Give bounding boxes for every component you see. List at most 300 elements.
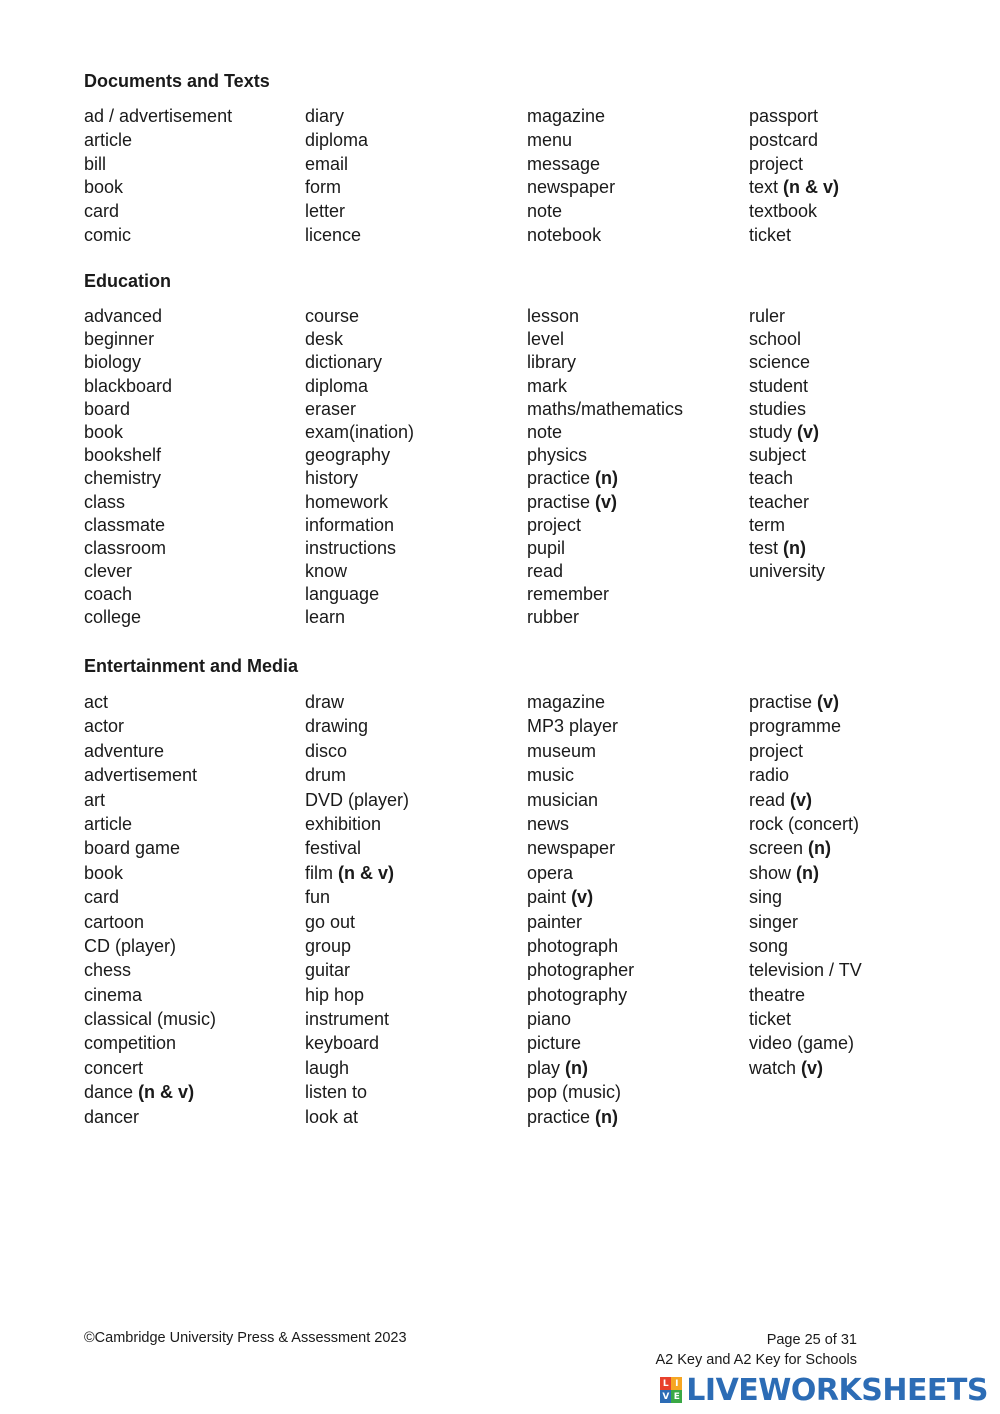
vocab-word: [527, 1056, 742, 1080]
word-text: book: [84, 421, 124, 442]
vocab-word: [749, 153, 964, 177]
word-text: student: [749, 375, 809, 396]
vocab-word: [527, 398, 742, 421]
word-text: rubber: [527, 607, 580, 628]
vocab-word: [527, 537, 742, 560]
vocab-word: [305, 200, 520, 224]
vocab-word: [84, 934, 299, 958]
word-text: textbook: [749, 201, 818, 222]
word-column-3: [527, 690, 742, 1129]
word-text: project: [527, 514, 582, 535]
vocab-word: [527, 200, 742, 224]
word-text: language: [305, 584, 380, 605]
vocab-word: [749, 491, 964, 514]
vocab-word: [305, 105, 520, 129]
word-column-2: [305, 105, 520, 248]
vocab-word: [749, 351, 964, 374]
word-text: picture: [527, 1033, 582, 1054]
vocab-word: [749, 910, 964, 934]
word-text: note: [527, 201, 563, 222]
word-text: hip hop: [305, 984, 365, 1005]
word-text: history: [305, 468, 359, 489]
vocab-word: [84, 305, 299, 328]
word-text: classical (music): [84, 1009, 217, 1030]
vocab-word: [749, 200, 964, 224]
word-text: theatre: [749, 984, 806, 1005]
vocab-word: [84, 398, 299, 421]
word-text: CD (player): [84, 935, 177, 956]
vocab-word: [527, 1080, 742, 1104]
vocab-word: [749, 958, 964, 982]
word-text: read: [749, 789, 786, 810]
vocab-word: [749, 467, 964, 490]
word-text: keyboard: [305, 1033, 380, 1054]
vocab-word: [527, 375, 742, 398]
part-of-speech-tag: (n): [783, 537, 807, 558]
word-text: studies: [749, 398, 807, 419]
vocab-word: [527, 491, 742, 514]
vocab-word: [749, 129, 964, 153]
word-text: musician: [527, 789, 599, 810]
vocab-word: [305, 885, 520, 909]
word-text: teacher: [749, 491, 810, 512]
word-text: DVD (player): [305, 789, 410, 810]
vocab-word: [749, 934, 964, 958]
vocab-word: [527, 421, 742, 444]
part-of-speech-tag: (v): [801, 1057, 824, 1078]
vocab-word: [84, 421, 299, 444]
word-text: project: [749, 153, 804, 174]
vocab-word: [305, 836, 520, 860]
exam-name: A2 Key and A2 Key for Schools: [655, 1352, 857, 1368]
word-text: library: [527, 352, 577, 373]
word-column-1: [84, 105, 299, 248]
vocab-word: [749, 861, 964, 885]
word-text: film: [305, 862, 333, 883]
word-text: ad / advertisement: [84, 106, 233, 126]
word-text: fun: [305, 887, 331, 908]
vocab-word: [305, 398, 520, 421]
vocab-word: [305, 739, 520, 763]
vocab-word: [305, 305, 520, 328]
word-text: museum: [527, 740, 597, 761]
vocab-word: [527, 958, 742, 982]
word-text: mark: [527, 375, 567, 396]
vocab-word: [527, 788, 742, 812]
vocab-word: [527, 885, 742, 909]
part-of-speech-tag: (n): [796, 862, 820, 883]
vocab-word: [84, 690, 299, 714]
vocab-word: [305, 444, 520, 467]
part-of-speech-tag: (n & v): [138, 1082, 195, 1103]
vocab-word: [305, 1007, 520, 1031]
vocab-word: [305, 467, 520, 490]
word-text: photography: [527, 984, 628, 1005]
word-text: advanced: [84, 306, 163, 326]
word-text: piano: [527, 1009, 572, 1030]
word-text: ticket: [749, 1009, 792, 1030]
word-text: clever: [84, 561, 133, 582]
vocab-word: [84, 537, 299, 560]
vocab-word: [749, 537, 964, 560]
word-text: look at: [305, 1106, 359, 1127]
vocab-word: [527, 739, 742, 763]
word-column-2: [305, 690, 520, 1129]
word-text: opera: [527, 862, 574, 883]
word-column-1: [84, 690, 299, 1129]
vocab-word: [527, 129, 742, 153]
section-title: Documents and Texts: [84, 71, 270, 91]
word-text: licence: [305, 224, 362, 245]
word-text: course: [305, 306, 360, 326]
vocab-word: [305, 958, 520, 982]
vocab-word: [305, 351, 520, 374]
word-text: video (game): [749, 1033, 855, 1054]
word-text: cartoon: [84, 911, 145, 932]
word-text: dictionary: [305, 352, 383, 373]
vocab-word: [749, 514, 964, 537]
vocab-word: [305, 606, 520, 629]
vocab-word: [527, 714, 742, 738]
word-text: group: [305, 935, 352, 956]
vocab-word: [527, 176, 742, 200]
word-text: bookshelf: [84, 445, 162, 466]
word-text: university: [749, 561, 826, 582]
vocab-word: [527, 328, 742, 351]
vocab-word: [749, 1056, 964, 1080]
word-text: practice: [527, 1106, 591, 1127]
vocab-word: [84, 224, 299, 248]
footer-page-info: [655, 1330, 857, 1370]
vocab-word: [527, 583, 742, 606]
vocab-word: [527, 690, 742, 714]
word-text: science: [749, 352, 811, 373]
word-text: singer: [749, 911, 799, 932]
vocab-word: [749, 714, 964, 738]
vocab-word: [527, 1031, 742, 1055]
word-text: instructions: [305, 537, 397, 558]
word-text: cinema: [84, 984, 143, 1005]
vocab-word: [305, 910, 520, 934]
word-text: book: [84, 177, 124, 198]
vocab-word: [84, 129, 299, 153]
word-text: project: [749, 740, 804, 761]
word-column-2: [305, 305, 520, 630]
logo-letter-i: I: [671, 1377, 682, 1390]
vocab-word: [305, 690, 520, 714]
vocab-word: [84, 491, 299, 514]
word-text: newspaper: [527, 838, 616, 859]
word-text: ruler: [749, 306, 786, 326]
vocab-word: [527, 606, 742, 629]
vocab-word: [84, 910, 299, 934]
vocab-word: [84, 836, 299, 860]
vocab-word: [84, 583, 299, 606]
word-text: newspaper: [527, 177, 616, 198]
word-text: drum: [305, 765, 347, 786]
vocab-word: [749, 560, 964, 583]
word-text: level: [527, 329, 565, 350]
word-text: diary: [305, 106, 345, 126]
vocab-word: [527, 861, 742, 885]
page-number: Page 25 of 31: [766, 1332, 857, 1348]
word-text: photographer: [527, 960, 635, 981]
word-column-4: [749, 105, 964, 248]
word-text: bill: [84, 153, 107, 174]
vocab-word: [305, 1105, 520, 1129]
word-text: programme: [749, 716, 842, 737]
vocab-word: [84, 200, 299, 224]
word-text: lesson: [527, 306, 580, 326]
word-text: dance: [84, 1082, 134, 1103]
vocab-word: [749, 305, 964, 328]
word-text: college: [84, 607, 142, 628]
word-text: geography: [305, 445, 391, 466]
word-text: practice: [527, 468, 591, 489]
vocab-word: [84, 812, 299, 836]
word-text: competition: [84, 1033, 177, 1054]
vocab-word: [84, 1080, 299, 1104]
word-text: instrument: [305, 1009, 390, 1030]
vocab-word: [749, 398, 964, 421]
word-text: form: [305, 177, 341, 198]
word-text: eraser: [305, 398, 357, 419]
vocab-word: [527, 763, 742, 787]
vocab-word: [749, 885, 964, 909]
vocab-word: [84, 444, 299, 467]
word-text: rock (concert): [749, 813, 860, 834]
word-text: painter: [527, 911, 583, 932]
word-column-1: [84, 305, 299, 630]
word-column-4: [749, 690, 964, 1080]
word-text: email: [305, 153, 349, 174]
word-column-3: [527, 105, 742, 248]
vocab-word: [749, 421, 964, 444]
word-text: show: [749, 862, 792, 883]
word-text: magazine: [527, 692, 606, 712]
vocab-word: [84, 958, 299, 982]
word-text: maths/mathematics: [527, 398, 684, 419]
vocab-word: [527, 105, 742, 129]
vocab-word: [305, 1056, 520, 1080]
word-text: test: [749, 537, 779, 558]
word-text: school: [749, 329, 802, 350]
word-text: laugh: [305, 1057, 350, 1078]
vocab-word: [749, 375, 964, 398]
vocab-word: [305, 560, 520, 583]
vocab-word: [527, 224, 742, 248]
word-text: note: [527, 421, 563, 442]
vocab-word: [527, 153, 742, 177]
section-title: Entertainment and Media: [84, 656, 299, 676]
word-text: exam(ination): [305, 421, 415, 442]
footer-copyright: ©Cambridge University Press & Assessment 2023: [84, 1330, 407, 1346]
word-text: letter: [305, 201, 346, 222]
part-of-speech-tag: (n): [808, 838, 832, 859]
word-text: information: [305, 514, 395, 535]
section-title: Education: [84, 271, 172, 291]
word-text: guitar: [305, 960, 351, 981]
vocab-word: [527, 836, 742, 860]
vocab-word: [527, 560, 742, 583]
vocab-word: [305, 861, 520, 885]
vocab-word: [84, 176, 299, 200]
vocab-word: [84, 375, 299, 398]
vocab-word: [84, 1105, 299, 1129]
vocab-word: [527, 1007, 742, 1031]
vocab-word: [749, 328, 964, 351]
word-text: act: [84, 692, 109, 712]
word-text: dancer: [84, 1106, 140, 1127]
word-text: blackboard: [84, 375, 173, 396]
word-text: classmate: [84, 514, 166, 535]
vocab-word: [305, 491, 520, 514]
word-text: sing: [749, 887, 783, 908]
word-text: homework: [305, 491, 389, 512]
vocab-word: [749, 763, 964, 787]
word-text: article: [84, 129, 133, 150]
word-text: practise: [749, 692, 813, 712]
word-text: news: [527, 813, 570, 834]
logo-letter-e: E: [671, 1390, 682, 1403]
vocab-word: [305, 224, 520, 248]
word-text: draw: [305, 692, 345, 712]
word-text: learn: [305, 607, 346, 628]
vocab-word: [305, 421, 520, 444]
word-text: drawing: [305, 716, 369, 737]
section-education: [84, 270, 974, 628]
word-text: pupil: [527, 537, 566, 558]
word-text: card: [84, 201, 120, 222]
word-text: classroom: [84, 537, 167, 558]
word-text: paint: [527, 887, 567, 908]
vocab-word: [84, 606, 299, 629]
word-text: chemistry: [84, 468, 162, 489]
vocab-word: [84, 739, 299, 763]
part-of-speech-tag: (v): [595, 491, 618, 512]
part-of-speech-tag: (n): [595, 468, 619, 489]
word-text: study: [749, 421, 793, 442]
vocab-word: [749, 1007, 964, 1031]
vocab-word: [749, 176, 964, 200]
vocab-word: [84, 467, 299, 490]
word-text: remember: [527, 584, 610, 605]
logo-letter-v: V: [660, 1390, 671, 1403]
vocab-word: [527, 1105, 742, 1129]
word-text: magazine: [527, 106, 606, 126]
vocab-word: [305, 328, 520, 351]
word-text: festival: [305, 838, 362, 859]
word-text: radio: [749, 765, 790, 786]
word-text: disco: [305, 740, 348, 761]
word-text: watch: [749, 1057, 797, 1078]
vocab-word: [527, 351, 742, 374]
vocab-word: [84, 1056, 299, 1080]
vocab-word: [749, 444, 964, 467]
word-text: go out: [305, 911, 356, 932]
vocab-word: [84, 1007, 299, 1031]
vocab-word: [305, 153, 520, 177]
vocab-word: [84, 983, 299, 1007]
word-text: play: [527, 1057, 561, 1078]
word-column-3: [527, 305, 742, 630]
vocab-word: [305, 983, 520, 1007]
part-of-speech-tag: (v): [790, 789, 813, 810]
word-text: passport: [749, 106, 819, 126]
vocab-word: [527, 467, 742, 490]
word-text: actor: [84, 716, 125, 737]
word-text: read: [527, 561, 564, 582]
vocab-word: [749, 690, 964, 714]
vocab-word: [749, 788, 964, 812]
vocab-word: [527, 934, 742, 958]
word-text: message: [527, 153, 601, 174]
part-of-speech-tag: (v): [797, 421, 820, 442]
logo-letter-l: L: [660, 1377, 671, 1390]
part-of-speech-tag: (n): [595, 1106, 619, 1127]
word-text: MP3 player: [527, 716, 619, 737]
vocab-word: [305, 514, 520, 537]
word-text: listen to: [305, 1082, 368, 1103]
word-text: subject: [749, 445, 807, 466]
vocab-word: [749, 739, 964, 763]
word-text: biology: [84, 352, 142, 373]
part-of-speech-tag: (v): [571, 887, 594, 908]
part-of-speech-tag: (n): [565, 1057, 589, 1078]
vocab-word: [305, 129, 520, 153]
vocab-word: [527, 910, 742, 934]
vocab-word: [305, 537, 520, 560]
word-text: board game: [84, 838, 181, 859]
word-text: notebook: [527, 224, 602, 245]
word-text: article: [84, 813, 133, 834]
section-documents-and-texts: [84, 70, 974, 245]
liveworksheets-logo[interactable]: [660, 1372, 988, 1408]
vocab-word: [749, 812, 964, 836]
vocab-word: [305, 583, 520, 606]
word-text: menu: [527, 129, 573, 150]
word-text: text: [749, 177, 779, 198]
vocab-word: [527, 305, 742, 328]
vocab-word: [305, 934, 520, 958]
word-text: art: [84, 789, 106, 810]
vocab-word: [305, 763, 520, 787]
part-of-speech-tag: (v): [817, 692, 840, 712]
word-text: coach: [84, 584, 133, 605]
part-of-speech-tag: (n & v): [783, 177, 840, 198]
word-text: comic: [84, 224, 132, 245]
vocab-word: [749, 105, 964, 129]
liveworksheets-logo-icon: [660, 1377, 682, 1403]
word-text: class: [84, 491, 126, 512]
vocab-word: [84, 885, 299, 909]
part-of-speech-tag: (n & v): [338, 862, 395, 883]
vocab-word: [84, 1031, 299, 1055]
vocab-word: [84, 560, 299, 583]
word-text: chess: [84, 960, 132, 981]
word-text: pop (music): [527, 1082, 622, 1103]
word-text: exhibition: [305, 813, 382, 834]
word-text: ticket: [749, 224, 792, 245]
vocab-word: [84, 105, 299, 129]
vocab-word: [305, 176, 520, 200]
word-text: advertisement: [84, 765, 198, 786]
word-text: term: [749, 514, 785, 535]
vocab-word: [749, 224, 964, 248]
vocab-word: [305, 714, 520, 738]
word-text: desk: [305, 329, 344, 350]
word-text: book: [84, 862, 124, 883]
